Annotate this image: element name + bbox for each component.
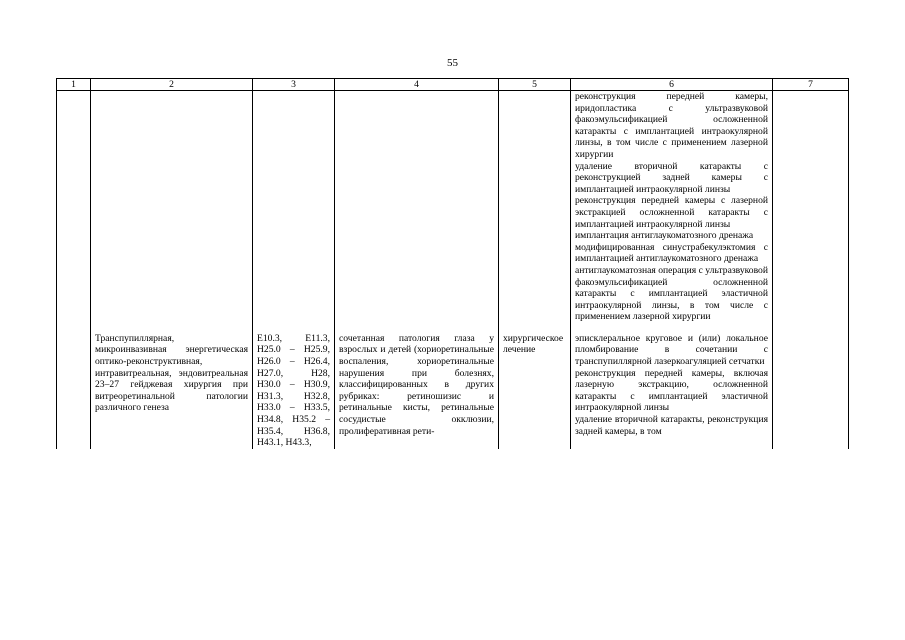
column-header-7: 7 — [773, 79, 849, 91]
column-header-5: 5 — [499, 79, 571, 91]
cell-patient-model: сочетанная патология глаза у взрослых и детей (хориоретинальные воспаления, хориоретинальные нарушения при болезнях, классифицированных в других рубриках: ретиношизис и ретинальные кисты, ретинальные сосудистые окклюзии, пролиферативная рети- — [335, 333, 499, 449]
cell-treatment-type: хирургическое лечение — [499, 333, 571, 449]
cell-methods — [571, 333, 773, 449]
cell-name — [91, 91, 253, 323]
method-item: реконструкция передней камеры, иридопластика с ультразвуковой факоэмульсификацией осложненной катаракты с имплантацией интраокулярной линзы, в том числе с применением лазерной хирургии — [575, 91, 768, 160]
method-item: реконструкция передней камеры, включая лазерную экстракцию, осложненной катаракты с имплантацией эластичной интраокулярной линзы — [575, 367, 768, 414]
column-header-2: 2 — [91, 79, 253, 91]
column-header-4: 4 — [335, 79, 499, 91]
table-row-continuation — [57, 91, 849, 323]
cell-patient-model — [335, 91, 499, 323]
column-header-3: 3 — [253, 79, 335, 91]
column-header-6: 6 — [571, 79, 773, 91]
method-item: имплантация антиглаукоматозного дренажа — [575, 230, 754, 242]
method-item: модифицированная синустрабекулэктомия с имплантацией антиглаукоматозного дренажа — [575, 241, 768, 265]
column-number-row — [57, 79, 849, 91]
cell-codes — [253, 91, 335, 323]
method-item: эписклеральное круговое и (или) локальное пломбирование в сочетании с транспупиллярной лазеркоагуляцией сетчатки — [575, 332, 768, 368]
cell-methods — [571, 91, 773, 323]
cell-index — [57, 91, 91, 323]
table-row-new — [57, 333, 849, 449]
cell-funding — [773, 333, 849, 449]
cell-index — [57, 333, 91, 449]
method-item: удаление вторичной катаракты, реконструкция задней камеры, в том — [575, 414, 768, 437]
cell-name: Транспупиллярная, микроинвазивная энергетическая оптико-реконструктивная, интравитреальная, эндовитреальная 23–27 гейджевая хирургия при витреоретинальной патологии различного генеза — [91, 333, 253, 449]
cell-treatment-type — [499, 91, 571, 323]
cell-funding — [773, 91, 849, 323]
page-number: 55 — [447, 57, 458, 69]
table-row-spacer — [57, 323, 849, 333]
column-header-1: 1 — [57, 79, 91, 91]
method-item: реконструкция передней камеры с лазерной экстракцией осложненной катаракты с имплантацией интраокулярной линзы — [575, 195, 768, 230]
method-item: антиглаукоматозная операция с ультразвуковой факоэмульсификацией осложненной катаракты с имплантацией эластичной интраокулярной линзы, в том числе с применением лазерной хирургии — [575, 264, 768, 323]
method-item: удаление вторичной катаракты с реконструкцией задней камеры с имплантацией интраокулярной линзы — [575, 160, 768, 195]
cell-codes: E10.3, E11.3, H25.0 – H25.9, H26.0 – H26.4, H27.0, H28, H30.0 – H30.9, H31.3, H32.8, H33.0 – H33.5, H34.8, H35.2 – H35.4, H36.8, H43.1, H43.3, — [253, 333, 335, 449]
procedures-table — [56, 78, 849, 449]
